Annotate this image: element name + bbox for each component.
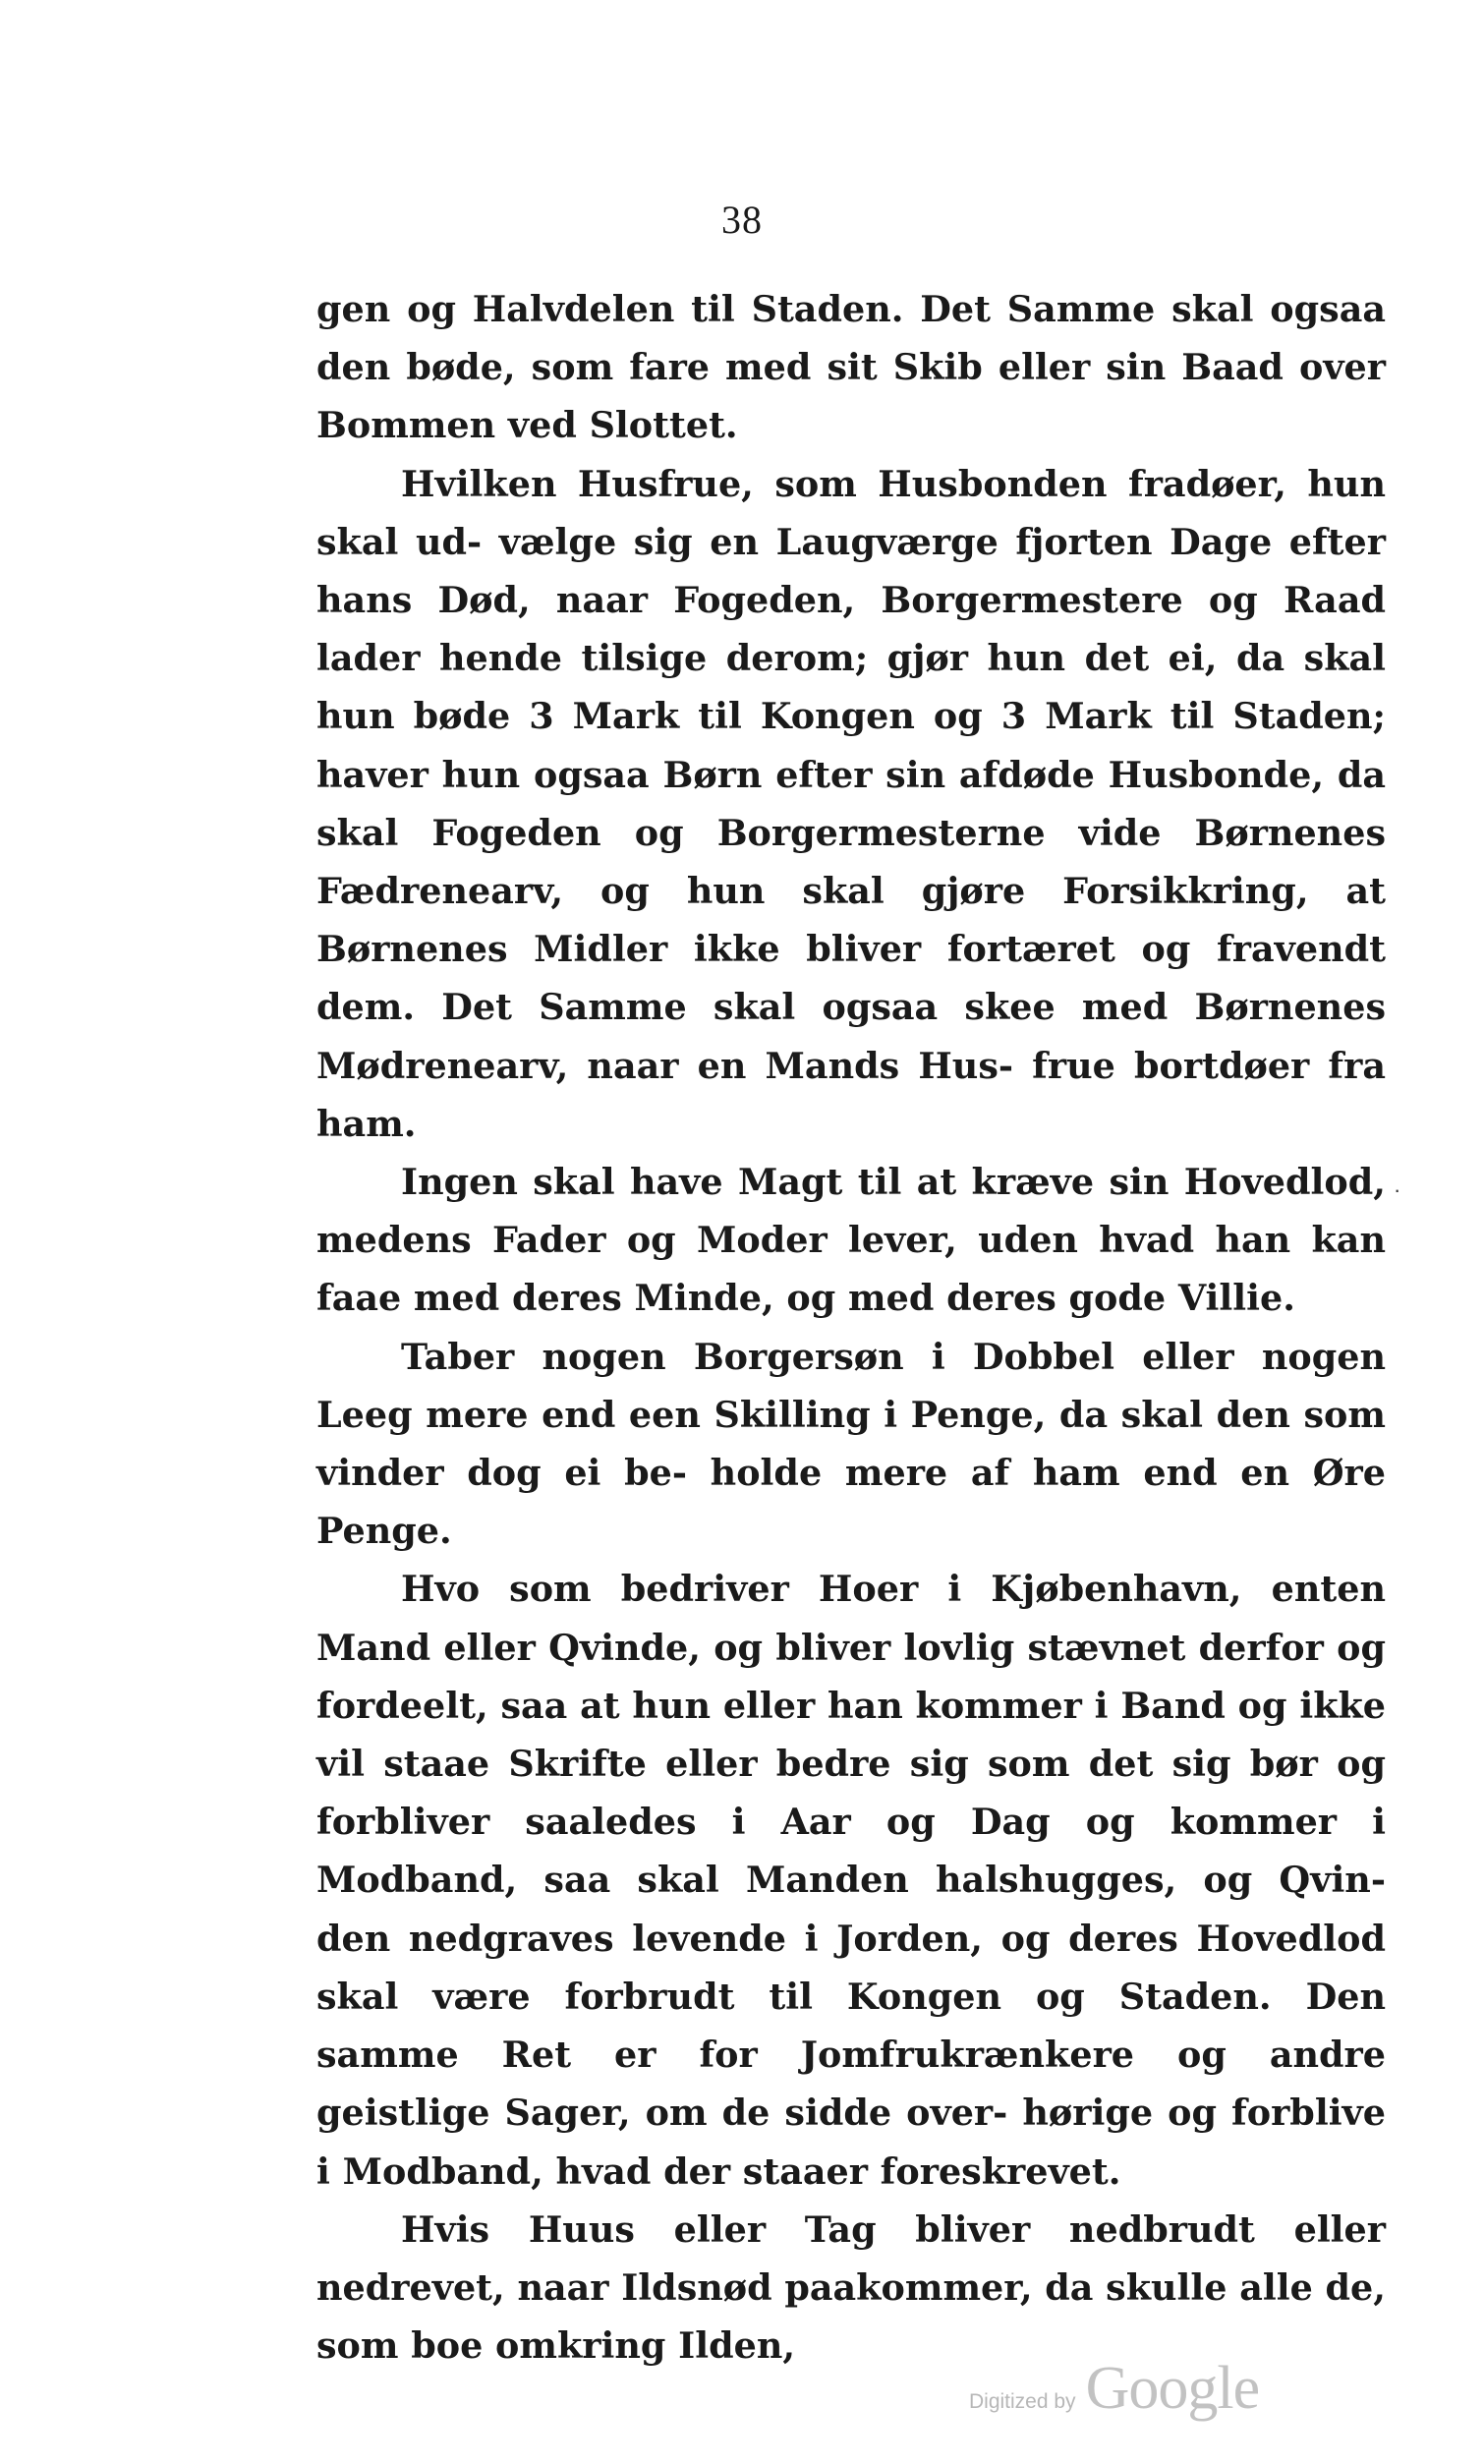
page-number: 38 — [721, 198, 763, 242]
stray-mark: · — [1394, 1177, 1401, 1202]
paragraph-4: Taber nogen Borgersøn i Dobbel eller nogen Leeg mere end een Skilling i Penge, da skal den som vinder dog ei be- holde mere af ham end en Øre Penge. — [316, 1335, 1386, 1553]
paragraph-1: gen og Halvdelen til Staden. Det Samme skal ogsaa den bøde, som fare med sit Skib eller sin Baad over Bommen ved Slottet. — [316, 288, 1386, 447]
paragraph-2: Hvilken Husfrue, som Husbonden fradøer, hun skal ud- vælge sig en Laugværge fjorten Dage efter hans Død, naar Fogeden, Borgermestere og Raad lader hende tilsige derom; gjør hun det ei, da skal hun bøde 3 Mark til Kongen og 3 Mark til Staden; haver hun ogsaa Børn efter sin afdøde Husbonde, da skal Fogeden og Borgermesterne vide Børnenes Fædrenearv, og hun skal gjøre Forsikkring, at Børnenes Midler ikke bliver fortæret og fravendt dem. Det Samme skal ogsaa skee med Børnenes Mødrenearv, naar en Mands Hus- frue bortdøer fra ham. — [316, 462, 1386, 1145]
body-text — [316, 280, 1386, 2375]
paragraph-5: Hvo som bedriver Hoer i Kjøbenhavn, enten Mand eller Qvinde, og bliver lovlig stævnet derfor og fordeelt, saa at hun eller han kommer i Band og ikke vil staae Skrifte eller bedre sig som det sig bør og forbliver saaledes i Aar og Dag og kommer i Modband, saa skal Manden halshugges, og Qvin- den nedgraves levende i Jorden, og deres Hovedlod skal være forbrudt til Kongen og Staden. Den samme Ret er for Jomfrukrænkere og andre geistlige Sager, om de sidde over- hørige og forblive i Modband, hvad der staaer foreskrevet. — [316, 1568, 1386, 2193]
google-watermark — [969, 2354, 1259, 2424]
watermark-prefix: Digitized by — [969, 2390, 1076, 2413]
google-logo: Google — [1085, 2355, 1260, 2422]
paragraph-3: Ingen skal have Magt til at kræve sin Hovedlod, medens Fader og Moder lever, uden hvad han kan faae med deres Minde, og med deres gode Villie. — [316, 1161, 1386, 1320]
paragraph-6: Hvis Huus eller Tag bliver nedbrudt eller nedrevet, naar Ildsnød paakommer, da skulle alle de, som boe omkring Ilden, — [316, 2207, 1386, 2368]
